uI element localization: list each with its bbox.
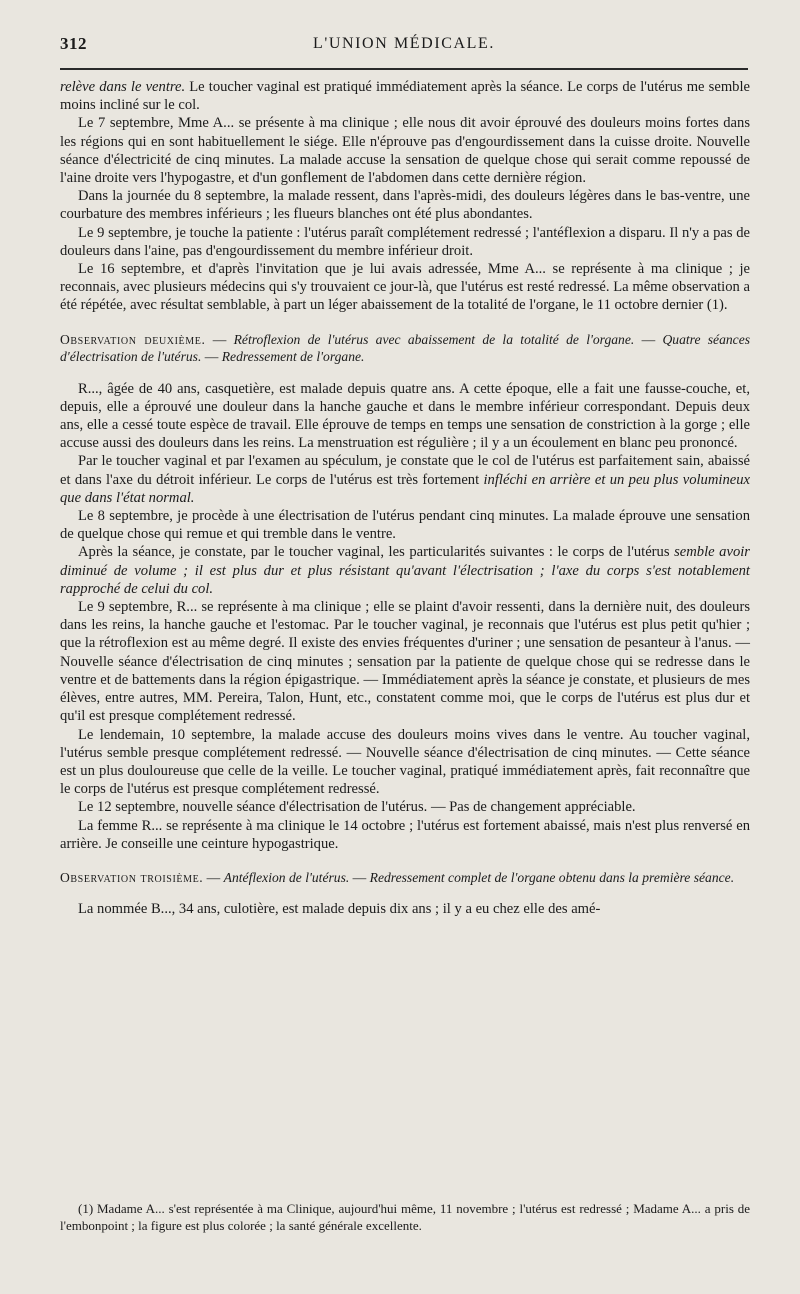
paragraph-7-text: Par le toucher vaginal et par l'examen au spéculum, je constate que le col de l'utérus est parfaitement sain, abaissé et dans l'axe du détroit inférieur. Le corps de l'utérus est très fortement — [60, 453, 750, 488]
paragraph-10: Le 9 septembre, R... se représente à ma clinique ; elle se plaint d'avoir ressenti, dans la dernière nuit, des douleurs dans les reins, la hanche gauche et l'estomac. Par le toucher vaginal, je reconnais que l'utérus est plus petit qu'hier ; que la rétroflexion est au même degré. Il existe des envies fréquentes d'uriner ; une sensation de pesanteur à l'anus. — Nouvelle séance d'électrisation de cinq minutes ; sensation par la patiente de quelque chose qui se redresse dans le ventre et de battements dans la région épigastrique. — Immédiatement après la séance je constate, et plusieurs de mes élèves, entre autres, MM. Pereira, Talon, Hunt, etc., constatent comme moi, que le corps de l'utérus est plus dur et qu'il est presque complétement redressé. — [60, 599, 750, 725]
paragraph-1-italic: relève dans le ventre. — [60, 79, 186, 95]
observation-2-part-1: Rétroflexion de l'utérus avec abaissement de la totalité de l'organe. — [233, 331, 635, 347]
page-number: 312 — [60, 34, 87, 53]
header-rule — [60, 68, 748, 70]
observation-2-label: Observation deuxième. — [60, 331, 206, 347]
paragraph-4: Le 9 septembre, je touche la patiente : l'utérus paraît complétement redressé ; l'antéflexion a disparu. Il n'y a pas de douleurs dans l'aine, pas d'engourdissement du membre inférieur droit. — [60, 224, 750, 259]
observation-2-dash-1: — — [205, 331, 234, 347]
paragraph-7 — [60, 452, 750, 507]
paragraph-13: La femme R... se représente à ma clinique le 14 octobre ; l'utérus est fortement abaissé, mais n'est plus renversé en arrière. Je conseille une ceinture hypogastrique. — [60, 817, 750, 852]
paragraph-7-italic: infléchi en arrière et un peu plus volumineux que dans l'état normal. — [60, 471, 750, 506]
paragraph-9 — [60, 543, 750, 598]
paragraph-6: R..., âgée de 40 ans, casquetière, est malade depuis quatre ans. A cette époque, elle a fait une fausse-couche, et, depuis, elle a éprouvé une douleur dans la hanche gauche et dans le membre inférieur correspondant. Depuis deux ans, elle a cessé toute espèce de travail. Elle éprouve de temps en temps une sensation de constriction à la gorge ; elle accuse aussi des douleurs dans les reins. La menstruation est régulière ; il y a un écoulement en blanc peu prononcé. — [60, 380, 750, 452]
paragraph-1-text: Le toucher vaginal est pratiqué immédiatement après la séance. Le corps de l'utérus me semble moins incliné sur le col. — [60, 79, 750, 114]
observation-2-heading — [60, 331, 750, 366]
observation-3-dash-2: — — [349, 869, 370, 885]
paragraph-14: La nommée B..., 34 ans, culotière, est malade depuis dix ans ; il y a eu chez elle des amé- — [78, 901, 601, 918]
observation-2-part-3: Redressement de l'organe. — [221, 349, 365, 365]
footnote-text: (1) Madame A... s'est représentée à ma Clinique, aujourd'hui même, 11 novembre ; l'utérus est redressé ; Madame A... a pris de l'embonpoint ; la figure est plus colorée ; la santé générale excellente. — [60, 1201, 750, 1233]
observation-3-part-1: Antéflexion de l'utérus. — [223, 869, 350, 885]
observation-2-dash-3: — — [201, 349, 222, 365]
paragraph-2: Le 7 septembre, Mme A... se présente à ma clinique ; elle nous dit avoir éprouvé des douleurs moins fortes dans les régions qui en sont habituellement le siége. Elle n'éprouve pas d'engourdissement dans la cuisse droite. Nouvelle séance d'électricité de cinq minutes. La malade accuse la sensation de quelque chose qui serait comme repoussé de l'aine droite vers l'hypogastre, et d'un gonflement de l'abdomen dans cette dernière région. — [60, 115, 750, 187]
paragraph-9-italic: semble avoir diminué de volume ; il est plus dur et plus résistant qu'avant l'électrisation ; l'axe du corps s'est notablement rapproché de celui du col. — [60, 544, 750, 597]
paragraph-3: Dans la journée du 8 septembre, la malade ressent, dans l'après-midi, des douleurs légères dans le bas-ventre, une courbature des membres inférieurs ; les flueurs blanches ont été plus abondantes. — [60, 188, 750, 223]
observation-2-dash-2: — — [634, 331, 663, 347]
paragraph-1 — [60, 78, 750, 114]
observation-3-heading — [60, 869, 750, 887]
article-body — [60, 78, 750, 919]
running-header — [60, 30, 748, 62]
observation-3-dash-1: — — [203, 869, 224, 885]
paragraph-9-text: Après la séance, je constate, par le toucher vaginal, les particularités suivantes : le corps de l'utérus — [78, 544, 675, 561]
paragraph-11: Le lendemain, 10 septembre, la malade accuse des douleurs moins vives dans le ventre. Au toucher vaginal, l'utérus semble presque complétement redressé. — Nouvelle séance d'électrisation de cinq minutes. — Cette séance est un plus douloureuse que celle de la veille. Le toucher vaginal, pratiqué immédiatement après, fait reconnaître que le corps de l'utérus est presque complétement redressé. — [60, 726, 750, 798]
observation-3-label: Observation troisième. — [60, 869, 204, 885]
observation-3-part-2: Redressement complet de l'organe obtenu dans la première séance. — [369, 869, 735, 885]
paragraph-8: Le 8 septembre, je procède à une électrisation de l'utérus pendant cinq minutes. La malade éprouve une sensation de quelque chose qui remue et qui tremble dans le ventre. — [60, 508, 750, 543]
observation-2-part-2: Quatre séances d'électrisation de l'utérus. — [60, 331, 751, 365]
journal-title: L'UNION MÉDICALE. — [312, 35, 496, 52]
paragraph-12: Le 12 septembre, nouvelle séance d'électrisation de l'utérus. — Pas de changement appréciable. — [78, 799, 636, 816]
paragraph-5: Le 16 septembre, et d'après l'invitation que je lui avais adressée, Mme A... se représente à ma clinique ; je reconnais, avec plusieurs médecins qui s'y trouvaient ce jour-là, que l'utérus est resté redressé. La même observation a été répétée, avec résultat semblable, à part un léger abaissement de la totalité de l'organe, le 11 octobre dernier (1). — [60, 261, 750, 314]
footnote — [60, 1200, 750, 1234]
